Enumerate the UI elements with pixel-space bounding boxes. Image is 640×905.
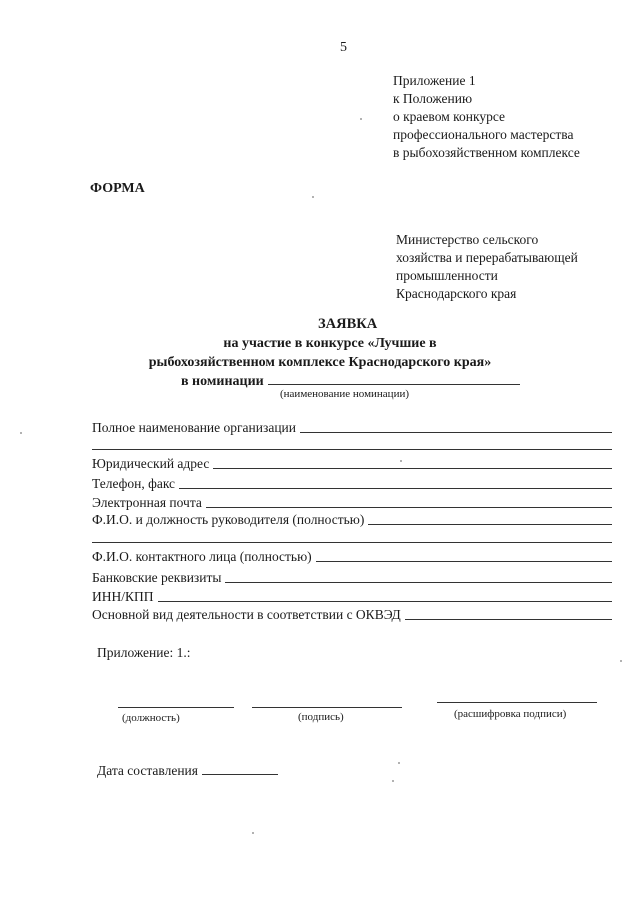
- addressee-line: Министерство сельского: [396, 232, 539, 247]
- field-label: Телефон, факс: [92, 476, 176, 491]
- document-title: ЗАЯВКА: [318, 316, 378, 332]
- field-continuation-line[interactable]: [92, 449, 612, 450]
- field-input-line[interactable]: [225, 572, 612, 583]
- addressee-line: Краснодарского края: [396, 286, 517, 301]
- field-label: Ф.И.О. и должность руководителя (полностью): [92, 512, 365, 527]
- signature-line[interactable]: [252, 707, 402, 708]
- position-hint: (должность): [122, 712, 180, 724]
- appendix-block: [393, 72, 580, 162]
- scan-speck: [398, 762, 400, 764]
- addressee-block: [396, 231, 578, 303]
- field-input-line[interactable]: [179, 478, 612, 489]
- appendix-line: профессионального мастерства: [393, 127, 574, 142]
- field-phone-fax: [92, 476, 612, 492]
- field-legal-address: [92, 456, 612, 472]
- appendix-line: в рыбохозяйственном комплексе: [393, 145, 580, 160]
- signature-decoding-line[interactable]: [437, 702, 597, 703]
- field-label: Электронная почта: [92, 495, 202, 510]
- appendix-line: Приложение 1: [393, 73, 476, 88]
- addressee-line: промышленности: [396, 268, 498, 283]
- position-line[interactable]: [118, 707, 234, 708]
- field-continuation-line[interactable]: [92, 542, 612, 543]
- date-input-line[interactable]: [202, 764, 278, 775]
- date-label: Дата составления: [97, 763, 198, 778]
- field-input-line[interactable]: [158, 591, 612, 602]
- field-label: Банковские реквизиты: [92, 570, 222, 585]
- page-number: 5: [340, 40, 347, 55]
- addressee-line: хозяйства и перерабатывающей: [396, 250, 578, 265]
- field-bank: [92, 570, 612, 586]
- nomination-hint: (наименование номинации): [280, 388, 410, 400]
- attachment-label: Приложение: 1.:: [97, 645, 191, 660]
- form-label: ФОРМА: [90, 181, 145, 196]
- document-subtitle-line2: рыбохозяйственном комплексе Краснодарского края»: [148, 355, 492, 370]
- nomination-label: в номинации: [181, 374, 264, 389]
- decoding-hint: (расшифровка подписи): [454, 708, 567, 720]
- field-email: [92, 495, 612, 511]
- field-label: Основной вид деятельности в соответствии с ОКВЭД: [92, 607, 401, 622]
- scan-speck: [620, 660, 622, 662]
- appendix-line: к Положению: [393, 91, 473, 106]
- field-input-line[interactable]: [405, 609, 612, 620]
- field-okved: [92, 607, 612, 623]
- field-label: Ф.И.О. контактного лица (полностью): [92, 549, 312, 564]
- field-input-line[interactable]: [206, 497, 612, 508]
- scan-speck: [392, 780, 394, 782]
- field-label: ИНН/КПП: [92, 589, 154, 604]
- document-subtitle-line1: на участие в конкурсе «Лучшие в: [223, 336, 437, 351]
- field-label: Юридический адрес: [92, 456, 210, 471]
- field-input-line[interactable]: [368, 514, 612, 525]
- date-row: [97, 763, 278, 779]
- field-full-name: [92, 420, 612, 436]
- field-input-line[interactable]: [300, 422, 612, 433]
- field-input-line[interactable]: [213, 458, 612, 469]
- field-inn-kpp: [92, 589, 612, 605]
- scan-speck: [20, 432, 22, 434]
- nomination-input-line[interactable]: [268, 372, 520, 385]
- field-input-line[interactable]: [316, 551, 612, 562]
- scan-speck: [312, 196, 314, 198]
- field-contact: [92, 549, 612, 565]
- signature-hint: (подпись): [298, 711, 344, 723]
- scan-speck: [252, 832, 254, 834]
- scan-speck: [360, 118, 362, 120]
- field-label: Полное наименование организации: [92, 420, 296, 435]
- scan-speck: [400, 460, 402, 462]
- field-director: [92, 512, 612, 528]
- appendix-line: о краевом конкурсе: [393, 109, 505, 124]
